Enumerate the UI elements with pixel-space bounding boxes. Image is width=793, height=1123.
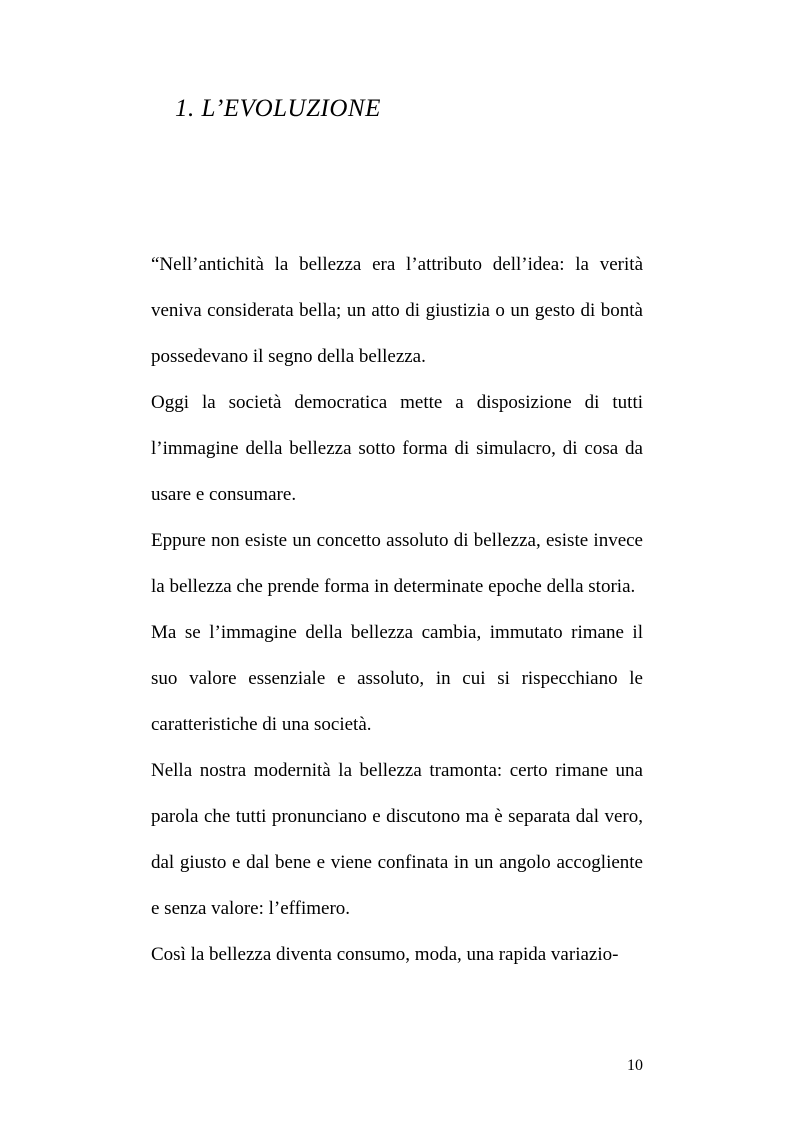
paragraph-1: “Nell’antichità la bellezza era l’attributo dell’idea: la verità veniva considerata bella; un atto di giustizia o un gesto di bontà possedevano il segno della bellezza. <box>151 254 643 367</box>
paragraph-5: Nella nostra modernità la bellezza tramonta: certo rimane una parola che tutti pronunciano e discutono ma è separata dal vero, dal giusto e dal bene e viene confinata in un angolo accogliente e senza valore: l’effimero. <box>151 760 643 919</box>
paragraph-4: Ma se l’immagine della bellezza cambia, immutato rimane il suo valore essenziale e assoluto, in cui si rispecchiano le caratteristiche di una società. <box>151 622 643 735</box>
paragraph-6: Così la bellezza diventa consumo, moda, una rapida variazio- <box>151 944 619 965</box>
body-text <box>151 242 643 978</box>
paragraph-2: Oggi la società democratica mette a disposizione di tutti l’immagine della bellezza sotto forma di simulacro, di cosa da usare e consumare. <box>151 392 643 505</box>
chapter-title: 1. L’EVOLUZIONE <box>175 95 381 122</box>
page-number: 10 <box>627 1057 643 1074</box>
paragraph-3: Eppure non esiste un concetto assoluto di bellezza, esiste invece la bellezza che prende forma in determinate epoche della storia. <box>151 530 643 597</box>
